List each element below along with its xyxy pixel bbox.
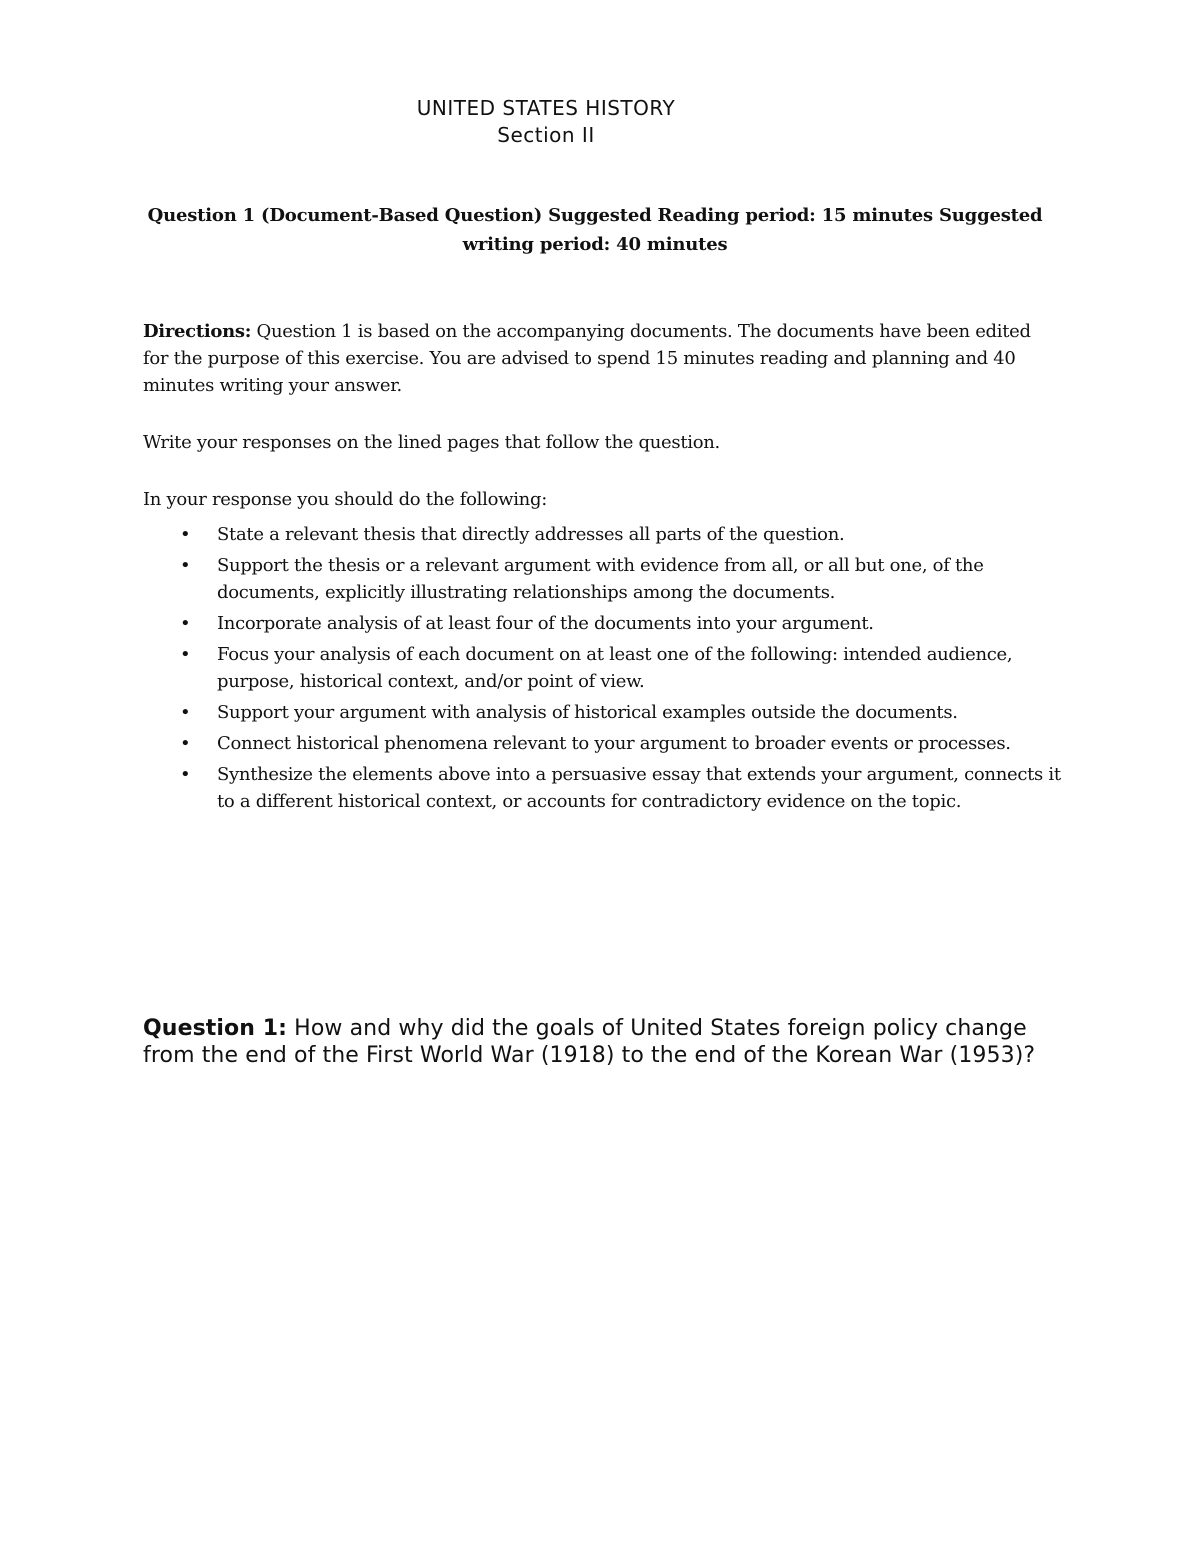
essay-question <box>143 1015 1063 1069</box>
list-item-text: Incorporate analysis of at least four of the documents into your argument. <box>217 613 874 634</box>
section-label: Section II <box>497 123 595 147</box>
requirements-list <box>143 521 1063 819</box>
list-item <box>143 761 1063 815</box>
question-timing-heading: Question 1 (Document-Based Question) Suggested Reading period: 15 minutes Suggested writing period: 40 minutes <box>147 205 1043 255</box>
list-item <box>143 641 1063 695</box>
list-item <box>143 730 1063 757</box>
list-item-text: Connect historical phenomena relevant to your argument to broader events or processes. <box>217 733 1011 754</box>
list-item-text: Support your argument with analysis of historical examples outside the documents. <box>217 702 958 723</box>
list-item-text: Synthesize the elements above into a persuasive essay that extends your argument, connects it to a different historical context, or accounts for contradictory evidence on the topic. <box>217 764 1061 812</box>
list-item <box>143 699 1063 726</box>
directions-paragraph <box>143 318 1043 399</box>
page-header <box>0 95 1092 149</box>
bullet-icon: • <box>180 555 191 576</box>
bullet-icon: • <box>180 702 191 723</box>
list-item-text: State a relevant thesis that directly addresses all parts of the question. <box>217 524 845 545</box>
bullet-icon: • <box>180 524 191 545</box>
bullet-icon: • <box>180 733 191 754</box>
document-title: UNITED STATES HISTORY <box>416 96 676 120</box>
list-item-text: Focus your analysis of each document on at least one of the following: intended audience, purpose, historical context, and/or point of view. <box>217 644 1013 692</box>
response-intro: In your response you should do the following: <box>143 489 547 510</box>
list-item <box>143 521 1063 548</box>
question-label: Question 1: <box>143 1016 288 1041</box>
question-text: How and why did the goals of United States foreign policy change from the end of the First World War (1918) to the end of the Korean War (1953)? <box>143 1016 1036 1068</box>
list-item-text: Support the thesis or a relevant argument with evidence from all, or all but one, of the documents, explicitly illustrating relationships among the documents. <box>217 555 984 603</box>
list-item <box>143 552 1063 606</box>
bullet-icon: • <box>180 644 191 665</box>
directions-label: Directions: <box>143 321 252 342</box>
write-instruction: Write your responses on the lined pages that follow the question. <box>143 432 720 453</box>
bullet-icon: • <box>180 764 191 785</box>
list-item <box>143 610 1063 637</box>
directions-text: Question 1 is based on the accompanying documents. The documents have been edited for the purpose of this exercise. You are advised to spend 15 minutes reading and planning and 40 minutes writing your answer. <box>143 321 1031 396</box>
bullet-icon: • <box>180 613 191 634</box>
